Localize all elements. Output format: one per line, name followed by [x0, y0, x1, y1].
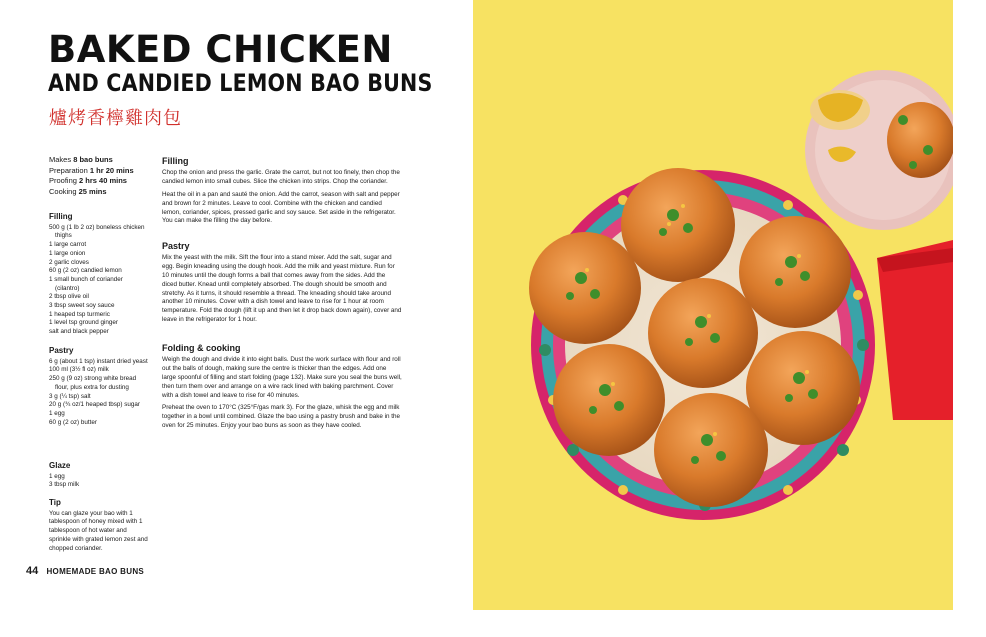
- ingredient-item: 1 large carrot: [49, 241, 87, 249]
- ingredient-item: 250 g (9 oz) strong white bread flour, plus extra for dusting: [49, 375, 137, 391]
- ingredient-item: 20 g (¾ oz/1 heaped tbsp) sugar: [49, 401, 141, 409]
- meta-preparation: Preparation 1 hr 20 mins: [49, 165, 134, 175]
- ingredient-item: 1 heaped tsp turmeric: [49, 310, 110, 318]
- ingredient-item: 2 garlic cloves: [49, 258, 89, 266]
- ingredient-item: 1 egg: [49, 409, 65, 417]
- recipe-tip: [49, 499, 149, 553]
- tip-heading: Tip: [49, 498, 61, 507]
- ingredients-pastry-heading: Pastry: [49, 346, 74, 355]
- method-paragraph: Mix the yeast with the milk. Sift the flour into a stand mixer. Add the salt, sugar and egg. Begin kneading using the dough hook. Add the milk and yeast mixture. Run for 10 minutes until the dough forms a ball that comes away from the sides. Add the diced butter. Knead until completely absorbed. The dough should be smooth and stretchy. As it turns, it should resemble a thread. The kneading should take around another 10 minutes. Cover with a dish towel and leave to rise for 1 hour at room temperature. Fold the dough (lift it up and then let it drop back down again), cover and leave in the refrigerator for 1 hour.: [162, 253, 402, 324]
- bao-buns-photo: [473, 0, 953, 610]
- method-paragraph: Chop the onion and press the garlic. Grate the carrot, but not too finely, then chop the candied lemon into small cubes. Slice the chicken into strips. Chop the coriander.: [162, 168, 400, 185]
- ingredient-item: 60 g (2 oz) butter: [49, 418, 97, 426]
- page-footer: [26, 565, 144, 577]
- recipe-title: BAKED CHICKEN: [48, 28, 393, 71]
- ingredient-item: 60 g (2 oz) candied lemon: [49, 267, 122, 275]
- recipe-page: [0, 0, 473, 637]
- ingredient-item: 500 g (1 lb 2 oz) boneless chicken thighs: [49, 223, 145, 240]
- ingredients-glaze-heading: Glaze: [49, 461, 71, 470]
- ingredients-glaze: [49, 462, 149, 490]
- ingredients-filling-heading: Filling: [49, 212, 73, 221]
- tip-text: You can glaze your bao with 1 tablespoon of honey mixed with 1 tablespoon of hot water and sprinkle with grated lemon zest and chopped coriander.: [49, 509, 148, 552]
- meta-cooking: Cooking 25 mins: [49, 186, 107, 196]
- meta-proofing: Proofing 2 hrs 40 mins: [49, 176, 127, 185]
- meta-makes: Makes 8 bao buns: [49, 155, 113, 164]
- method-folding-heading: Folding & cooking: [162, 343, 241, 353]
- method-folding: [162, 344, 402, 435]
- ingredient-item: 1 large onion: [49, 249, 86, 257]
- ingredient-item: 3 g (¼ tsp) salt: [49, 392, 91, 400]
- ingredients-filling: [49, 213, 149, 337]
- recipe-title-chinese: 爐烤香檸雞肉包: [49, 108, 182, 128]
- book-title: HOMEMADE BAO BUNS: [46, 567, 145, 576]
- ingredient-item: 1 egg: [49, 472, 65, 480]
- cut-bun: [887, 102, 953, 178]
- photo-illustration: [473, 0, 953, 610]
- method-paragraph: Heat the oil in a pan and sauté the onion. Add the carrot, season with salt and pepper and brown for 2 minutes. Leave to cool. Combine with the chicken and candied lemon, coriander, spices, pressed garlic and soy sauce. Set aside in the refrigerator. You can make the filling the day before.: [162, 190, 400, 225]
- ingredient-item: 3 tbsp milk: [49, 481, 80, 489]
- ingredient-item: 1 level tsp ground ginger: [49, 319, 118, 327]
- recipe-meta: [49, 155, 134, 197]
- ingredient-item: 100 ml (3½ fl oz) milk: [49, 366, 109, 374]
- ingredients-pastry: [49, 347, 149, 427]
- recipe-subtitle: AND CANDIED LEMON BAO BUNS: [48, 69, 433, 97]
- method-filling: [162, 157, 402, 230]
- ingredient-item: 3 tbsp sweet soy sauce: [49, 302, 115, 310]
- ingredient-item: 1 small bunch of coriander (cilantro): [49, 275, 123, 292]
- method-pastry-heading: Pastry: [162, 241, 190, 251]
- method-paragraph: Preheat the oven to 170°C (325°F/gas mark 3). For the glaze, whisk the egg and milk together in a bowl until combined. Glaze the bao using a pastry brush and bake in the oven for 25 minutes. Enjoy your bao buns as soon as they have cooled.: [162, 404, 401, 430]
- ingredient-item: salt and black pepper: [49, 328, 109, 336]
- ingredient-item: 6 g (about 1 tsp) instant dried yeast: [49, 357, 148, 365]
- method-filling-heading: Filling: [162, 156, 189, 166]
- ingredient-item: 2 tbsp olive oil: [49, 293, 89, 301]
- method-paragraph: Weigh the dough and divide it into eight balls. Dust the work surface with flour and roll out the balls of dough, making sure the centre is thicker than the edges. Add one large spoonful of filling and start folding (page 132). Make sure you seal the buns well, then turn them over and arrange on a wire rack lined with baking parchment. Cover with a dish towel and leave to rise for 40 minutes.: [162, 355, 402, 399]
- page-number: 44: [26, 565, 39, 577]
- method-pastry: [162, 242, 402, 329]
